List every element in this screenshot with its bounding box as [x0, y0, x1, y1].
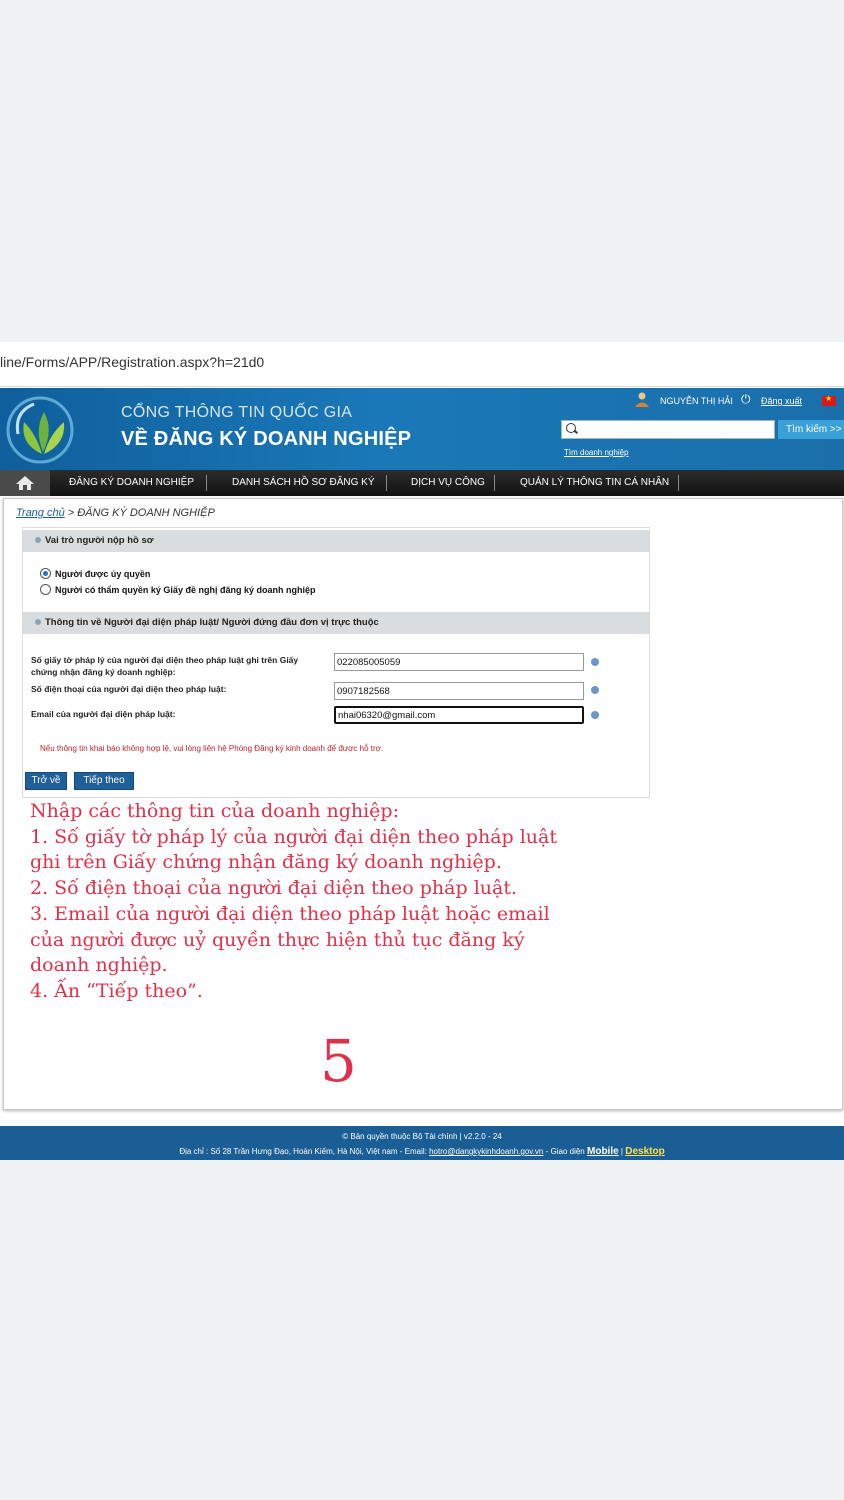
support-note: Nếu thông tin khai báo không hợp lệ, vui lòng liên hệ Phòng Đăng ký kinh doanh để được hỗ trợ.: [40, 744, 384, 753]
instruction-line: ghi trên Giấy chứng nhận đăng ký doanh nghiệp.: [30, 851, 502, 874]
field-label-email: Email của người đại diện pháp luật:: [31, 709, 176, 719]
mobile-view-link[interactable]: Mobile: [587, 1146, 619, 1157]
home-icon: [15, 475, 35, 491]
nav-item-public-services[interactable]: DỊCH VỤ CÔNG: [411, 477, 485, 488]
breadcrumb-current: ĐĂNG KÝ DOANH NGHIỆP: [77, 507, 215, 519]
radio-checked-icon[interactable]: [40, 568, 51, 579]
search-input[interactable]: [561, 420, 775, 439]
url-text[interactable]: line/Forms/APP/Registration.aspx?h=21d0: [0, 354, 265, 370]
radio-unchecked-icon[interactable]: [40, 584, 51, 595]
main-nav: [0, 470, 844, 496]
instruction-line: doanh nghiệp.: [30, 954, 168, 977]
instruction-overlay: [30, 799, 557, 1005]
nav-item-personal-info[interactable]: QUẢN LÝ THÔNG TIN CÁ NHÂN: [520, 477, 670, 488]
home-button[interactable]: [0, 470, 50, 496]
bullet-icon: [35, 619, 41, 625]
breadcrumb-separator: >: [64, 507, 78, 519]
user-name: NGUYỄN THỊ HẢI: [660, 396, 733, 406]
nav-divider: [386, 475, 387, 491]
nav-divider: [678, 475, 679, 491]
back-button[interactable]: Trở về: [25, 772, 67, 790]
footer-contact: [0, 1146, 844, 1157]
site-header: [0, 388, 844, 470]
search-icon: [566, 423, 576, 433]
section-header-role: [23, 530, 649, 552]
portal-logo-icon: [4, 394, 80, 466]
legal-id-input[interactable]: 022085005059: [334, 653, 584, 671]
phone-input[interactable]: 0907182568: [334, 682, 584, 700]
radio-label: Người được ủy quyền: [55, 569, 151, 579]
instruction-line: 4. Ấn “Tiếp theo”.: [30, 979, 203, 1002]
find-business-link[interactable]: Tìm doanh nghiệp: [564, 448, 629, 457]
browser-address-bar[interactable]: [0, 342, 844, 387]
instruction-line: 3. Email của người đại diện theo pháp luật hoặc email: [30, 902, 550, 925]
next-button[interactable]: Tiếp theo: [74, 772, 134, 790]
breadcrumb: [16, 507, 215, 519]
desktop-view-link[interactable]: Desktop: [625, 1146, 665, 1157]
header-title-line1: CỔNG THÔNG TIN QUỐC GIA: [121, 404, 353, 421]
power-icon[interactable]: ⏻: [741, 392, 751, 406]
nav-item-application-list[interactable]: DANH SÁCH HỒ SƠ ĐĂNG KÝ: [232, 477, 375, 488]
breadcrumb-home-link[interactable]: Trang chủ: [16, 507, 65, 519]
vietnam-flag-icon[interactable]: [822, 396, 836, 406]
footer-address: Địa chỉ : Số 28 Trần Hưng Đạo, Hoàn Kiếm, Hà Nội, Việt nam - Email:: [179, 1147, 427, 1156]
radio-label: Người có thẩm quyền ký Giấy đề nghị đăng ký doanh nghiệp: [55, 585, 316, 595]
header-title-line2: VỀ ĐĂNG KÝ DOANH NGHIỆP: [121, 428, 412, 450]
registration-form: [22, 527, 650, 798]
step-number: 5: [320, 1027, 357, 1095]
instruction-line: 2. Số điện thoại của người đại diện theo pháp luật.: [30, 877, 518, 900]
footer-separator: |: [620, 1147, 623, 1156]
info-icon[interactable]: [591, 711, 599, 719]
field-label-legal-id: Số giấy tờ pháp lý của người đại diện theo pháp luật ghi trên Giấy chứng nhận đăng ký doanh nghiệp:: [31, 655, 299, 677]
footer-email-link[interactable]: hotro@dangkykinhdoanh.gov.vn: [429, 1147, 544, 1156]
nav-item-register-business[interactable]: ĐĂNG KÝ DOANH NGHIỆP: [69, 477, 195, 488]
user-icon: [634, 391, 650, 407]
main-content: [3, 498, 843, 1110]
site-footer: [0, 1126, 844, 1160]
section-header-representative: [23, 612, 649, 634]
screenshot-frame: [0, 342, 844, 1160]
section-title: Thông tin về Người đại diện pháp luật/ Người đứng đầu đơn vị trực thuộc: [45, 617, 379, 628]
logout-link[interactable]: Đăng xuất: [761, 396, 803, 406]
instruction-line: 1. Số giấy tờ pháp lý của người đại diện theo pháp luật: [30, 825, 557, 848]
radio-authorized-person[interactable]: [40, 568, 150, 579]
instruction-line: của người được uỷ quyền thực hiện thủ tục đăng ký: [30, 928, 525, 951]
footer-copyright: © Bản quyền thuộc Bộ Tài chính | v2.2.0 - 24: [342, 1132, 502, 1141]
section-title: Vai trò người nộp hồ sơ: [45, 535, 154, 546]
footer-ui-label: - Giao diện: [545, 1147, 585, 1156]
info-icon[interactable]: [591, 658, 599, 666]
nav-divider: [206, 475, 207, 491]
search-button[interactable]: Tìm kiếm >>: [778, 420, 844, 439]
field-label-phone: Số điện thoại của người đại diện theo pháp luật:: [31, 684, 227, 694]
radio-signing-authority[interactable]: [40, 584, 315, 595]
bullet-icon: [35, 537, 41, 543]
instruction-line: Nhập các thông tin của doanh nghiệp:: [30, 800, 399, 822]
email-input[interactable]: nhai06320@gmail.com: [334, 706, 584, 724]
info-icon[interactable]: [591, 686, 599, 694]
nav-divider: [494, 475, 495, 491]
